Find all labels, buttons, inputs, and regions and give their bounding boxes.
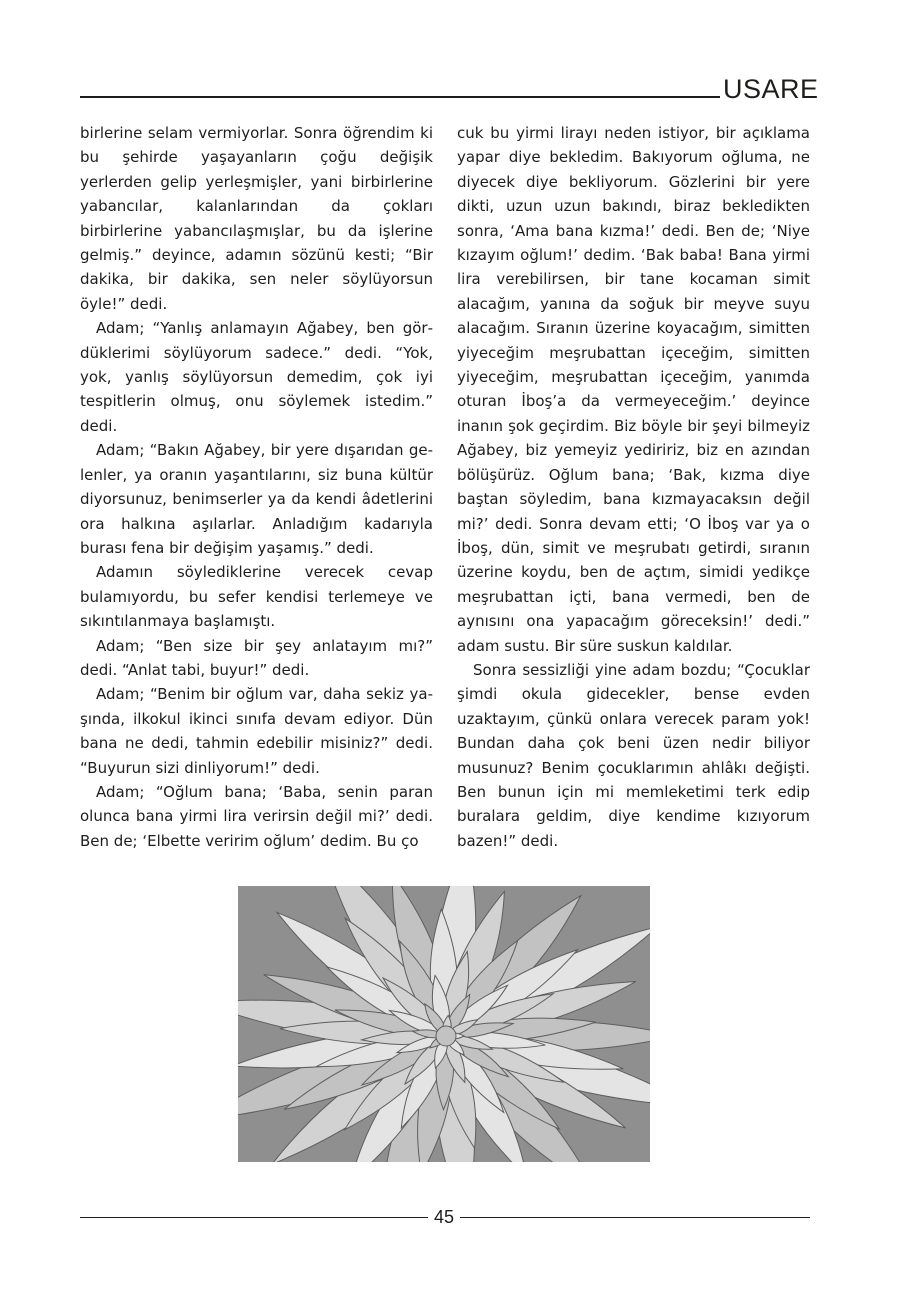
text-column-left bbox=[80, 121, 433, 853]
succulent-rosette-image bbox=[238, 886, 650, 1162]
paragraph: Adam; “Benim bir oğlum var, daha sekiz yaşında, ilkokul ikinci sınıfa devam ediyor. Dün bana ne dedi, tahmin edebilir misiniz?” dedi. “Buyurun sizi dinliyorum!” dedi. bbox=[80, 685, 433, 777]
paragraph: Sonra sessizliği yine adam bozdu; “Çocuklar şimdi okula gidecekler, bense evden uzaktayım, çünkü onlara verecek param yok! Bundan daha çok beni üzen nedir biliyor musunuz? Benim çocuklarımın ahlâkı değişti. Ben bunun için mi memleketimi terk edip buralara geldim, diye kendime kızıyorum bazen!” dedi. bbox=[457, 660, 810, 850]
page-number: 45 bbox=[433, 1207, 455, 1227]
rosette-core bbox=[436, 1026, 456, 1046]
paragraph: Adam; “Yanlış anlamayın Ağabey, ben gördüklerimi söylüyorum sadece.” dedi. “Yok, yok, yanlış söylüyorsun demedim, çok iyi tespitlerin olmuş, onu söylemek istedim.” dedi. bbox=[80, 319, 433, 435]
paragraph: Adamın söylediklerine verecek cevap bulamıyordu, bu sefer kendisi terlemeye ve sıkıntılanmaya başlamıştı. bbox=[80, 563, 433, 631]
paragraph: Adam; “Oğlum bana; ‘Baba, senin paran olunca bana yirmi lira verirsin değil mi?’ dedi. Ben de; ‘Elbette veririm oğlum’ dedim. Bu ço bbox=[80, 782, 433, 850]
paragraph: birlerine selam vermiyorlar. Sonra öğrendim ki bu şehirde yaşayanların çoğu değişik yerlerden gelip yerleşmişler, yani birbirlerine yabancılar, kalanlarından da çokları birbirlerine yabancılaşmışlar, bu da işlerine gelmiş.” deyince, adamın sözünü kesti; “Bir dakika, bir dakika, sen neler söylüyorsun öyle!” dedi. bbox=[80, 124, 433, 313]
footer-rule-left bbox=[80, 1217, 428, 1218]
text-column-right bbox=[457, 121, 810, 853]
paragraph: cuk bu yirmi lirayı neden istiyor, bir açıklama yapar diye bekledim. Bakıyorum oğluma, ne diyecek diye bekliyorum. Gözlerini bir yere dikti, uzun uzun bakındı, biraz bekledikten sonra, ‘Ama bana kızma!’ dedi. Ben de; ‘Niye kızayım oğlum!’ dedim. ‘Bak baba! Bana yirmi lira verebilirsen, bir tane kocaman simit alacağım, yanına da soğuk bir meyve suyu alacağım. Sıranın üzerine koyacağım, simitten yiyeceğim meşrubattan içeceğim, simitten yiyeceğim, meşrubattan içeceğim, yanımda oturan İboş’a da vermeyeceğim.’ deyince inanın şok geçirdim. Biz böyle bir şeyi bilmeyiz Ağabey, biz yemeyiz yediririz, biz en azından bölüşürüz. Oğlum bana; ‘Bak, kızma diye baştan söyledim, bana kızmayacaksın değil mi?’ dedi. Sonra devam etti; ‘O İboş var ya o İboş, dün, simit ve meşrubatı getirdi, sıranın üzerine koydu, ben de açtım, simidi yedikçe meşrubattan içti, bana vermedi, ben de aynısını ona yapacağım göreceksin!’ dedi.” adam sustu. Bir süre suskun kaldılar. bbox=[457, 124, 810, 655]
magazine-title: USARE bbox=[723, 74, 819, 104]
paragraph: Adam; “Ben size bir şey anlatayım mı?” dedi. “Anlat tabi, buyur!” dedi. bbox=[80, 636, 433, 679]
succulent-photo bbox=[238, 886, 650, 1162]
header-rule bbox=[80, 96, 720, 98]
footer-rule-right bbox=[460, 1217, 810, 1218]
paragraph: Adam; “Bakın Ağabey, bir yere dışarıdan gelenler, ya oranın yaşantılarını, siz buna kültür diyorsunuz, benimserler ya da kendi âdetlerini ora halkına aşılarlar. Anladığım kadarıyla burası fena bir değişim yaşamış.” dedi. bbox=[80, 441, 433, 557]
